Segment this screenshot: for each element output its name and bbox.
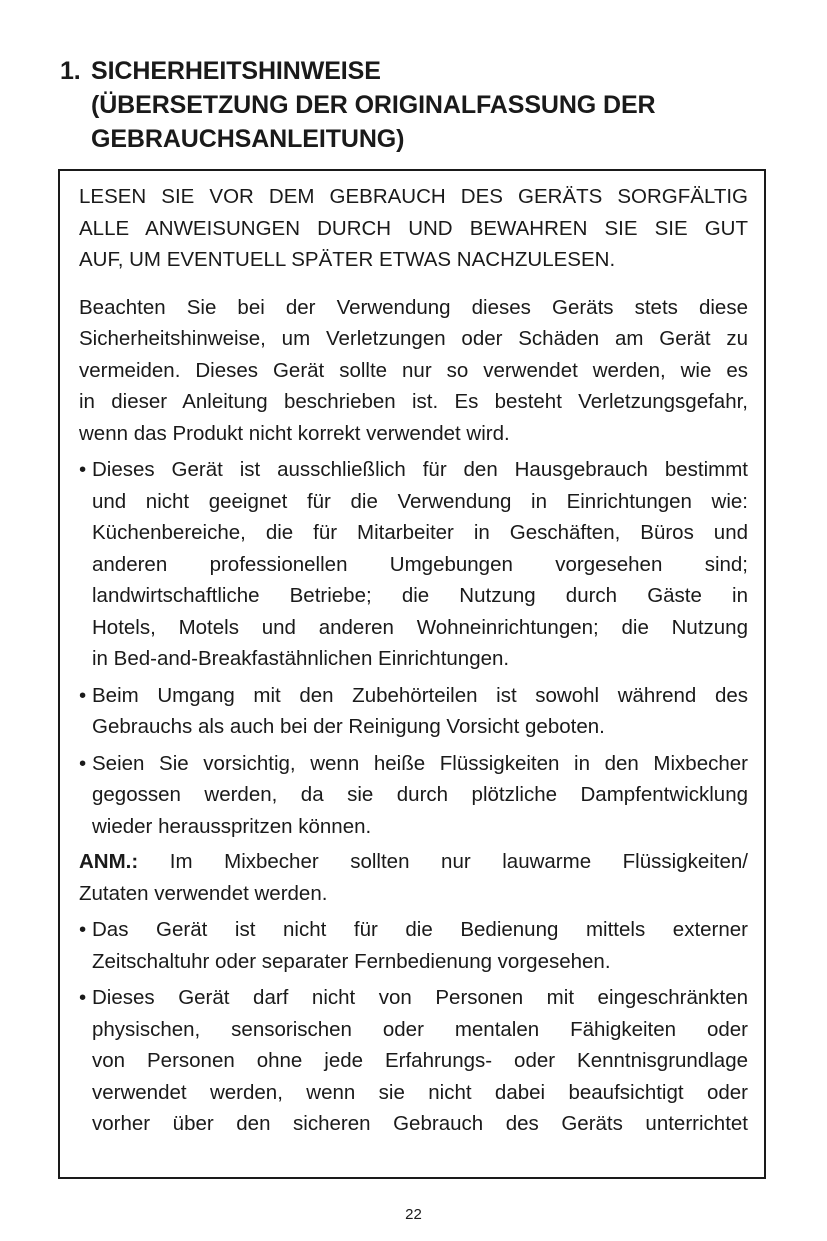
bullet-symbol: • (79, 458, 87, 481)
bullet-symbol: • (79, 986, 87, 1009)
note-paragraph (79, 846, 748, 909)
intro-line: in dieser Anleitung beschrieben ist. Es besteht Verletzungsgefahr, (79, 390, 748, 413)
bullet-line: Seien Sie vorsichtig, wenn heiße Flüssigkeiten in den Mixbecher (92, 751, 748, 775)
note-label: ANM.: (79, 850, 139, 873)
page-number: 22 (405, 1206, 422, 1223)
bullet-line: Zeitschaltuhr oder separater Fernbedienung vorgesehen. (92, 949, 611, 973)
bullet-text (92, 680, 748, 743)
safety-instructions-box (58, 169, 766, 1179)
bullet-symbol: • (79, 751, 87, 775)
notice-line: AUF, UM EVENTUELL SPÄTER ETWAS NACHZULESEN. (79, 248, 616, 271)
bullet-line: Gebrauchs als auch bei der Reinigung Vorsicht geboten. (92, 715, 605, 738)
bullet-line: Dieses Gerät ist ausschließlich für den Hausgebrauch bestimmt (92, 458, 748, 481)
read-instructions-notice (79, 181, 748, 276)
bullet-line: vorher über den sicheren Gebrauch des Geräts unterrichtet (92, 1112, 748, 1135)
section-title (91, 54, 655, 156)
bullet-line: gegossen werden, da sie durch plötzliche Dampfentwicklung (92, 783, 748, 806)
bullet-line: landwirtschaftliche Betriebe; die Nutzung durch Gäste in (92, 584, 748, 607)
bullet-text (92, 982, 748, 1140)
section-title-line: (ÜBERSETZUNG DER ORIGINALFASSUNG DER (91, 91, 656, 119)
bullet-hot-liquids (79, 748, 748, 843)
intro-line: Beachten Sie bei der Verwendung dieses Geräts stets diese (79, 295, 748, 319)
bullet-line: von Personen ohne jede Erfahrungs- oder Kenntnisgrundlage (92, 1049, 748, 1072)
notice-line: LESEN SIE VOR DEM GEBRAUCH DES GERÄTS SORGFÄLTIG (79, 185, 748, 208)
bullet-line: Dieses Gerät darf nicht von Personen mit eingeschränkten (92, 986, 748, 1009)
bullet-symbol: • (79, 918, 87, 941)
bullet-line: Das Gerät ist nicht für die Bedienung mittels externer (92, 918, 748, 941)
intro-line: wenn das Produkt nicht korrekt verwendet wird. (79, 421, 510, 445)
bullet-accessories-caution (79, 680, 748, 743)
section-title-line: SICHERHEITSHINWEISE (91, 57, 381, 85)
notice-line: ALLE ANWEISUNGEN DURCH UND BEWAHREN SIE SIE GUT (79, 216, 748, 240)
note-line: Zutaten verwendet werden. (79, 881, 328, 905)
bullet-text (92, 748, 748, 843)
bullet-line: physischen, sensorischen oder mentalen Fähigkeiten oder (92, 1017, 748, 1041)
note-text: Im Mixbecher sollten nur lauwarme Flüssigkeiten/ (169, 850, 748, 873)
bullet-line: und nicht geeignet für die Verwendung in Einrichtungen wie: (92, 489, 748, 513)
intro-line: vermeiden. Dieses Gerät sollte nur so verwendet werden, wie es (79, 358, 748, 382)
section-number: 1. (60, 57, 81, 85)
bullet-line: verwendet werden, wenn sie nicht dabei beaufsichtigt oder (92, 1080, 748, 1104)
note-line (79, 846, 748, 878)
section-heading (60, 54, 760, 156)
bullet-external-timer (79, 914, 748, 977)
bullet-line: in Bed-and-Breakfastähnlichen Einrichtungen. (92, 647, 510, 670)
section-title-line: GEBRAUCHSANLEITUNG) (91, 125, 405, 153)
bullet-line: Hotels, Motels und anderen Wohneinrichtungen; die Nutzung (92, 615, 748, 639)
bullet-line: wieder herausspritzen können. (92, 814, 372, 838)
bullet-text (92, 914, 748, 977)
bullet-household-use (79, 454, 748, 675)
bullet-line: anderen professionellen Umgebungen vorgesehen sind; (92, 552, 748, 576)
intro-line: Sicherheitshinweise, um Verletzungen oder Schäden am Gerät zu (79, 327, 748, 350)
bullet-symbol: • (79, 683, 87, 707)
intro-paragraph (79, 292, 748, 450)
bullet-line: Küchenbereiche, die für Mitarbeiter in Geschäften, Büros und (92, 521, 748, 544)
bullet-line: Beim Umgang mit den Zubehörteilen ist sowohl während des (92, 683, 748, 707)
bullet-restricted-persons (79, 982, 748, 1140)
bullet-text (92, 454, 748, 675)
